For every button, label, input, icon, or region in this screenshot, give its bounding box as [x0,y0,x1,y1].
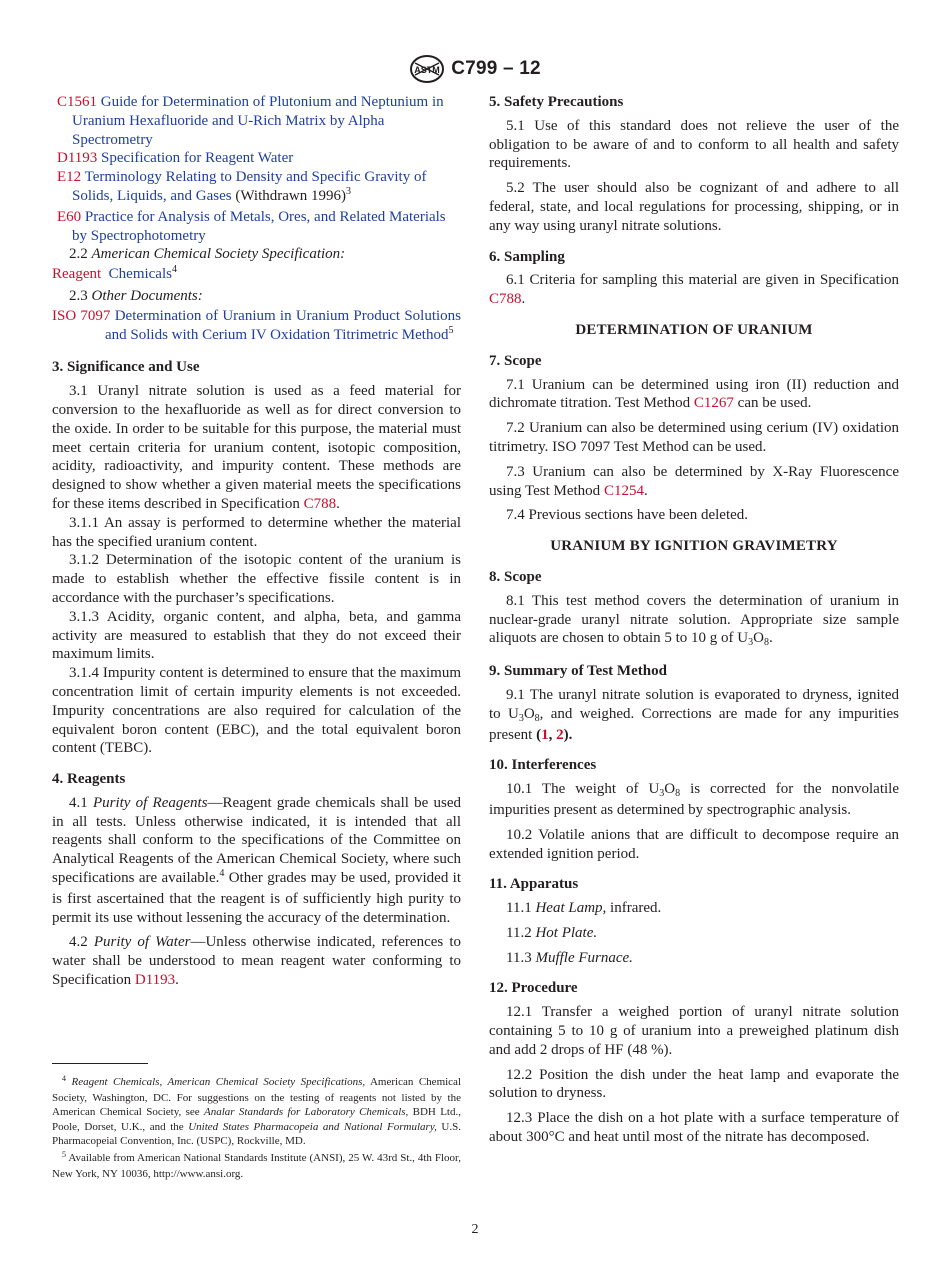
para-3-1-4: 3.1.4 Impurity content is determined to ensure that the maximum concentration limit of certain impurity elements is not exceeded. Impurity concentrations are also required for calculation of the equivalent boron content (EBC), and the total equivalent boron content (TEBC). [52,665,461,757]
para-text: can be used. [733,395,812,412]
ref-code-link[interactable]: D1193 [57,150,98,167]
para-5-2: 5.2 The user should also be cognizant of and adhere to all federal, state, and local regulations for processing, shipping, or in any way using uranyl nitrate solutions. [489,180,899,234]
subscript: 8 [675,788,681,800]
para-text: 10.1 The weight of U [506,781,660,798]
footnote-mark: 4 [171,264,177,276]
left-column [52,93,461,996]
para-12-3: 12.3 Place the dish on a hot plate with a surface temperature of about 300°C and heat until most of the nitrate has decomposed. [489,1110,899,1146]
ref-d1193 [52,149,461,168]
ref-code-link[interactable]: Reagent [52,266,102,283]
clause-title: Purity of Water [93,934,191,951]
para-12-1: 12.1 Transfer a weighed portion of uranyl nitrate solution containing 5 to 10 g of uranium into a preweighed platinum dish and add 2 drops of HF (48 %). [489,1004,899,1058]
clause-title: Other Documents: [91,287,203,304]
clause-number: 4.2 [69,934,94,951]
section-10-heading: 10. Interferences [489,757,597,774]
ref-note: (Withdrawn 1996) [231,187,346,204]
footnote-italic: United States Pharmacopeia and National Formulary, [188,1120,437,1133]
para-7-1 [489,376,899,414]
para-text: 8.1 This test method covers the determination of uranium in nuclear-grade uranyl nitrate solution. Appropriate size sample aliquots are chosen to obtain 5 to 10 g of U [489,592,899,647]
para-7-3 [489,463,899,501]
section-8-heading: 8. Scope [489,568,542,585]
clause-title: Muffle Furnace. [535,949,633,966]
para-11-2 [489,924,899,943]
clause-number: 11.3 [506,949,536,966]
subscript: 3 [748,637,754,649]
footnote-text: Available from American National Standards Institute (ANSI), 25 W. 43rd St., 4th Floor, New York, NY 10036, http://www.ansi.org. [52,1151,461,1180]
d1193-link[interactable]: D1193 [134,972,176,989]
footnote-5 [52,1151,461,1181]
footnote-number: 5 [62,1149,66,1159]
footnote-italic: Reagent Chemicals, American Chemical Society Specifications, [66,1076,366,1088]
c788-link[interactable]: C788 [489,291,522,308]
clause-number: 4.1 [69,794,93,811]
page-header [0,54,950,89]
clause-title: Purity of Reagents [92,794,208,811]
ref-e60 [52,208,461,246]
clause-number: 11.2 [506,924,536,941]
ref-c1561 [52,93,461,149]
bibliography-ref-1-link[interactable]: 1 [541,726,549,743]
para-11-3 [489,949,899,968]
footnote-divider [52,1063,148,1064]
para-text: Other grades may be used, provided it is first ascertained that the reagent is of sufficiently high purity to permit its use without lessening the accuracy of the determination. [52,870,462,926]
para-text: O [753,630,764,647]
clause-title: Heat Lamp, [535,900,607,917]
ref-title-link[interactable]: Practice for Analysis of Metals, Ores, and Related Materials by Spectrophotometry [72,208,446,244]
determination-of-uranium-heading: DETERMINATION OF URANIUM [575,321,813,338]
footnote-number: 4 [62,1074,66,1083]
clause-number: 2.3 [69,287,92,304]
clause-title: American Chemical Society Specification: [91,246,346,263]
para-4-2 [52,933,461,989]
para-text: . [768,630,773,647]
para-text: is corrected for the nonvolatile impurities present as determined by spectrographic analysis. [489,781,899,818]
para-7-2: 7.2 Uranium can also be determined using cerium (IV) oxidation titrimetry. ISO 7097 Test Method can be used. [489,420,899,455]
subscript: 8 [534,712,540,724]
para-text: infrared. [606,900,662,917]
ref-title-link[interactable]: Chemicals [108,266,172,283]
section-5-heading: 5. Safety Precautions [489,94,624,110]
para-11-1 [489,899,899,918]
clause-number: 2.2 [69,246,92,263]
ref-e12 [52,168,461,208]
ref-reagent-chemicals [52,265,461,286]
para-text: O [523,705,535,722]
para-text: . [175,972,179,989]
standard-designation: C799 – 12 [451,58,541,79]
ref-iso-7097 [52,307,461,347]
subscript: 3 [659,788,665,800]
para-text: O [664,781,676,798]
para-6-1 [489,271,899,309]
para-text: , and weighed. Corrections are made for any impurities present [489,705,899,743]
ref-bracket: ( [536,726,542,743]
para-12-2: 12.2 Position the dish under the heat lamp and evaporate the solution to dryness. [489,1066,899,1102]
ref-code-link[interactable]: E60 [57,208,82,225]
footnote-text: U.S. Pharmacopeial Convention, Inc. (USPC), Rockville, MD. [52,1120,461,1148]
section-2-3 [52,287,461,306]
section-3-heading: 3. Significance and Use [52,359,200,376]
para-10-1 [489,780,899,820]
ref-code-link[interactable]: ISO 7097 [52,307,111,324]
footnote-mark: 5 [448,324,454,336]
ref-title-link[interactable]: Guide for Determination of Plutonium and Neptunium in Uranium Hexafluoride and U-Rich Matrix by Alpha Spectrometry [72,94,444,148]
footnote-italic: Analar Standards for Laboratory Chemicals, [203,1106,409,1119]
section-7-heading: 7. Scope [489,352,542,369]
subscript: 3 [518,712,524,724]
para-text: . [521,291,526,308]
right-column [489,93,899,1153]
para-5-1: 5.1 Use of this standard does not relieve the user of the obligation to be aware of and to conform to all health and safety requirements. [489,117,899,172]
footnote-mark: 3 [345,185,351,197]
c788-link[interactable]: C788 [303,495,337,512]
para-text: 3.1 Uranyl nitrate solution is used as a feed material for conversion to the hexafluoride as well as for direct conversion to the oxide. In order to be suitable for this purpose, the material must meet certain criteria for uranium content, isotopic composition, acidity, radioactivity, and impurity content. These methods are designed to show whether a given material meets the specifications for these items described in Specification [52,383,461,512]
para-text: —Reagent grade chemicals shall be used in all tests. Unless otherwise indicated, it is intended that all reagents shall conform to the specifications of the Committee on Analytical Reagents of the American Chemical Society, where such specifications are available. [52,794,461,887]
section-4-heading: 4. Reagents [52,771,126,788]
subscript: 8 [763,637,769,649]
c1254-link[interactable]: C1254 [603,482,644,499]
ref-title-link[interactable]: Determination of Uranium in Uranium Product Solutions and Solids with Cerium IV Oxidation Titrimetric Method [105,307,462,343]
para-3-1-2: 3.1.2 Determination of the isotopic content of the uranium is made to establish whether the effective fissile content is in accordance with the purchaser’s specifications. [52,552,461,606]
para-3-1-3: 3.1.3 Acidity, organic content, and alpha, beta, and gamma activity are measured to establish that they do not exceed their maximum limits. [52,608,461,663]
para-text: 9.1 The uranyl nitrate solution is evaporated to dryness, ignited to U [489,686,899,722]
para-3-1-1: 3.1.1 An assay is performed to determine whether the material has the specified uranium content. [52,514,461,550]
para-text: 7.1 Uranium can be determined using iron (II) reduction and dichromate titration. Test Method [489,376,899,412]
footnote-text: American Chemical Society, Washington, DC. For suggestions on the testing of reagents not listed by the American Chemical Society, see [52,1076,461,1119]
para-10-2: 10.2 Volatile anions that are difficult to decompose require an extended ignition period. [489,826,899,862]
footnotes [52,1075,461,1183]
footnote-mark: 4 [219,868,225,880]
footnote-text: BDH Ltd., Poole, Dorset, U.K., and the [52,1106,461,1133]
para-4-1 [52,794,461,928]
ref-code-link[interactable]: C1561 [57,94,98,110]
ref-bracket: ). [563,726,573,743]
para-text: . [643,482,648,499]
para-7-4: 7.4 Previous sections have been deleted. [506,507,749,524]
astm-logo-icon [409,54,445,84]
section-9-heading: 9. Summary of Test Method [489,663,667,680]
section-12-heading: 12. Procedure [489,980,578,997]
footnote-4 [52,1075,461,1149]
ref-separator: , [548,726,557,743]
para-text: —Unless otherwise indicated, references to water shall be understood to mean reagent water conforming to Specification [52,934,461,989]
ref-title-link[interactable]: Specification for Reagent Water [101,150,294,167]
page-number: 2 [471,1222,479,1237]
section-6-heading: 6. Sampling [489,248,565,265]
para-3-1 [52,382,461,514]
ref-title-link[interactable]: Terminology Relating to Density and Specific Gravity of Solids, Liquids, and Gases [72,169,427,204]
para-8-1 [489,592,899,650]
para-text: 6.1 Criteria for sampling this material are given in Specification [506,272,899,289]
ref-code-link[interactable]: E12 [57,169,82,186]
para-text: . [336,495,340,512]
ignition-gravimetry-heading: URANIUM BY IGNITION GRAVIMETRY [550,538,838,555]
bibliography-ref-2-link[interactable]: 2 [556,726,564,743]
para-9-1 [489,686,899,744]
section-11-heading: 11. Apparatus [489,876,579,893]
section-2-2 [52,245,461,264]
c1267-link[interactable]: C1267 [693,395,734,412]
para-text: 7.3 Uranium can also be determined by X-Ray Fluorescence using Test Method [489,463,899,499]
clause-number: 11.1 [506,900,536,917]
clause-title: Hot Plate. [535,924,598,941]
svg-text:ASTM: ASTM [414,65,440,75]
